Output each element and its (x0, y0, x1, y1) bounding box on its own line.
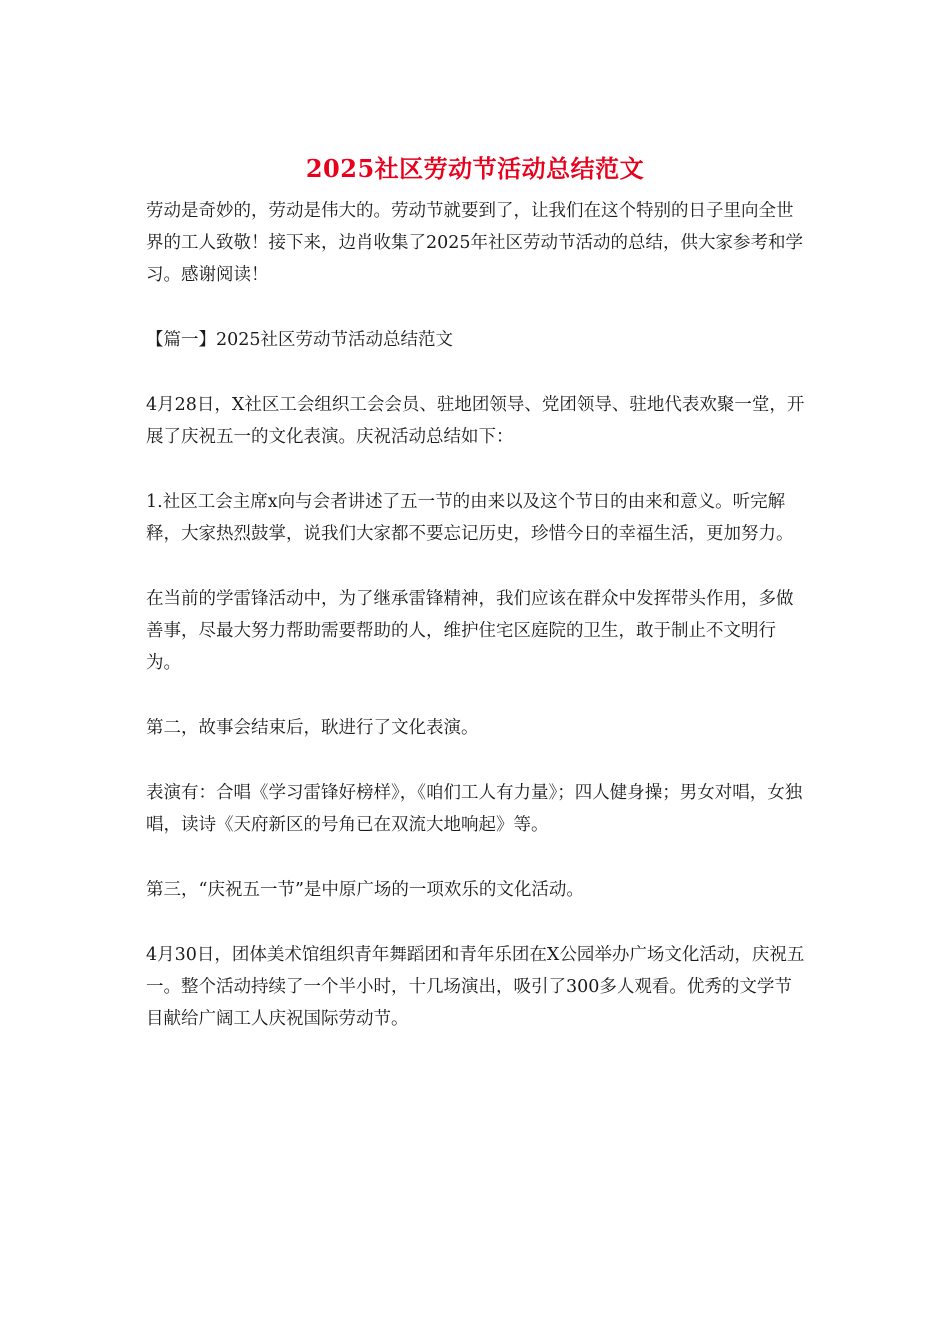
body-paragraph: 第三，“庆祝五一节”是中原广场的一项欢乐的文化活动。 (146, 880, 584, 900)
intro-paragraph: 劳动是奇妙的，劳动是伟大的。劳动节就要到了，让我们在这个特别的日子里向全世界的工人致敬！接下来，边肖收集了2025年社区劳动节活动的总结，供大家参考和学习。感谢阅读！ (146, 201, 804, 285)
document-title: 2025社区劳动节活动总结范文 (305, 154, 645, 183)
body-paragraph: 表演有：合唱《学习雷锋好榜样》，《咱们工人有力量》；四人健身操；男女对唱，女独唱，读诗《天府新区的号角已在双流大地响起》等。 (146, 783, 803, 835)
body-paragraph: 4月28日，X社区工会组织工会会员、驻地团领导、党团领导、驻地代表欢聚一堂，开展了庆祝五一的文化表演。庆祝活动总结如下： (146, 395, 805, 447)
section-heading: 【篇一】2025社区劳动节活动总结范文 (146, 330, 454, 350)
body-paragraph: 1.社区工会主席x向与会者讲述了五一节的由来以及这个节日的由来和意义。听完解释，大家热烈鼓掌，说我们大家都不要忘记历史，珍惜今日的幸福生活，更加努力。 (146, 492, 794, 544)
body-paragraph: 4月30日，团体美术馆组织青年舞蹈团和青年乐团在X公园举办广场文化活动，庆祝五一。整个活动持续了一个半小时，十几场演出，吸引了300多人观看。优秀的文学节目献给广阔工人庆祝国际劳动节。 (146, 945, 805, 1029)
document-body (146, 195, 806, 1068)
body-paragraph: 第二，故事会结束后，耿进行了文化表演。 (146, 718, 479, 738)
body-paragraph: 在当前的学雷锋活动中，为了继承雷锋精神，我们应该在群众中发挥带头作用，多做善事，尽最大努力帮助需要帮助的人，维护住宅区庭院的卫生，敢于制止不文明行为。 (146, 589, 794, 673)
